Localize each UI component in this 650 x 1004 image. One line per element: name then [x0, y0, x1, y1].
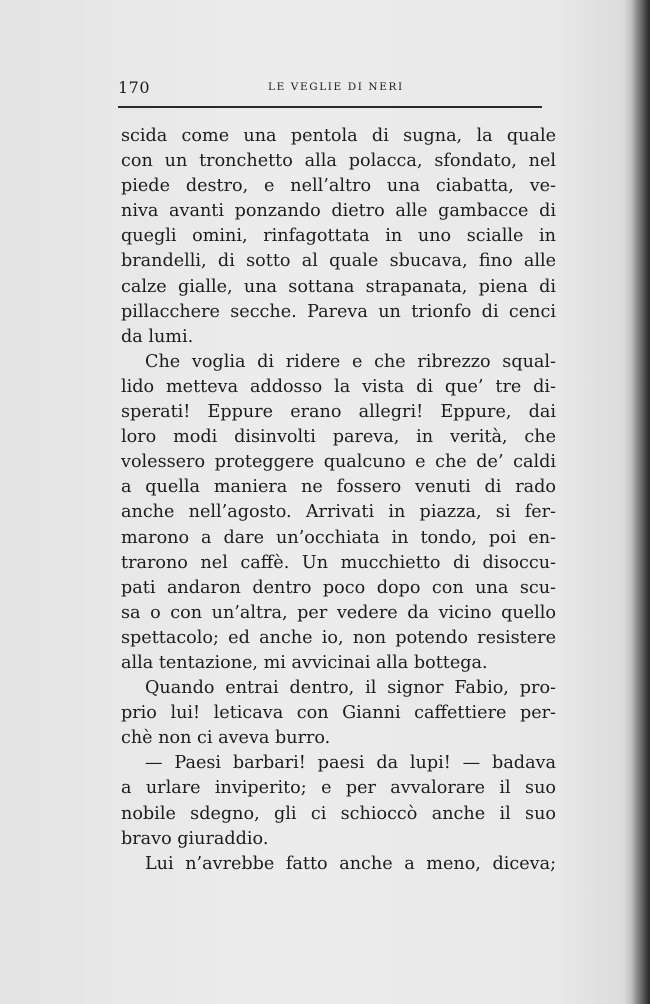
text-line: pati andaron dentro poco dopo con una scu- — [121, 577, 556, 598]
text-line: scida come una pentola di sugna, la quale — [121, 126, 556, 146]
text-line: nobile sdegno, gli ci schioccò anche il suo — [121, 803, 556, 824]
text-line: Quando entrai dentro, il signor Fabio, pro- — [145, 678, 556, 699]
running-header — [118, 78, 542, 102]
text-line: niva avanti ponzando dietro alle gambacce di — [121, 201, 556, 222]
text-line: lido metteva addosso la vista di que’ tre di- — [121, 376, 556, 397]
page-binding-shadow — [632, 0, 650, 1004]
text-line: alla tentazione, mi avvicinai alla bottega. — [121, 652, 488, 673]
text-line: a urlare inviperito; e per avvalorare il suo — [121, 778, 556, 799]
text-line: loro modi disinvolti pareva, in verità, che — [121, 427, 556, 448]
text-line: brandelli, di sotto al quale sbucava, fino alle — [121, 251, 556, 272]
text-line: Lui n’avrebbe fatto anche a meno, diceva; — [145, 853, 556, 874]
text-line: anche nell’agosto. Arrivati in piazza, si fer- — [121, 502, 556, 523]
text-line: Che voglia di ridere e che ribrezzo squal- — [145, 351, 556, 372]
text-line: quegli omini, rinfagottata in uno scialle in — [121, 226, 556, 247]
text-line: con un tronchetto alla polacca, sfondato, nel — [121, 151, 556, 172]
text-line: spettacolo; ed anche io, non potendo resistere — [121, 627, 556, 648]
text-line: pillacchere secche. Pareva un trionfo di cenci — [121, 301, 556, 322]
body-text — [121, 124, 556, 877]
text-line: da lumi. — [121, 326, 194, 347]
page-number: 170 — [118, 78, 151, 97]
running-title: LE VEGLIE DI NERI — [268, 81, 404, 93]
text-line: sperati! Eppure erano allegri! Eppure, dai — [121, 402, 556, 423]
text-line: sa o con un’altra, per vedere da vicino quello — [121, 602, 556, 623]
text-line: prio lui! leticava con Gianni caffettiere per- — [121, 703, 556, 724]
text-line: bravo giuraddio. — [121, 828, 269, 849]
text-line: a quella maniera ne fossero venuti di rado — [121, 477, 556, 498]
text-line: calze gialle, una sottana strapanata, piena di — [121, 276, 556, 297]
header-rule — [118, 106, 542, 108]
text-line: marono a dare un’occhiata in tondo, poi en- — [121, 527, 556, 548]
text-line: chè non ci aveva burro. — [121, 728, 331, 749]
text-line: piede destro, e nell’altro una ciabatta, ve- — [121, 176, 556, 197]
text-line: trarono nel caffè. Un mucchietto di disoccu- — [121, 552, 556, 573]
text-line: volessero proteggere qualcuno e che de’ caldi — [121, 452, 556, 473]
text-line: — Paesi barbari! paesi da lupi! — badava — [145, 753, 556, 774]
